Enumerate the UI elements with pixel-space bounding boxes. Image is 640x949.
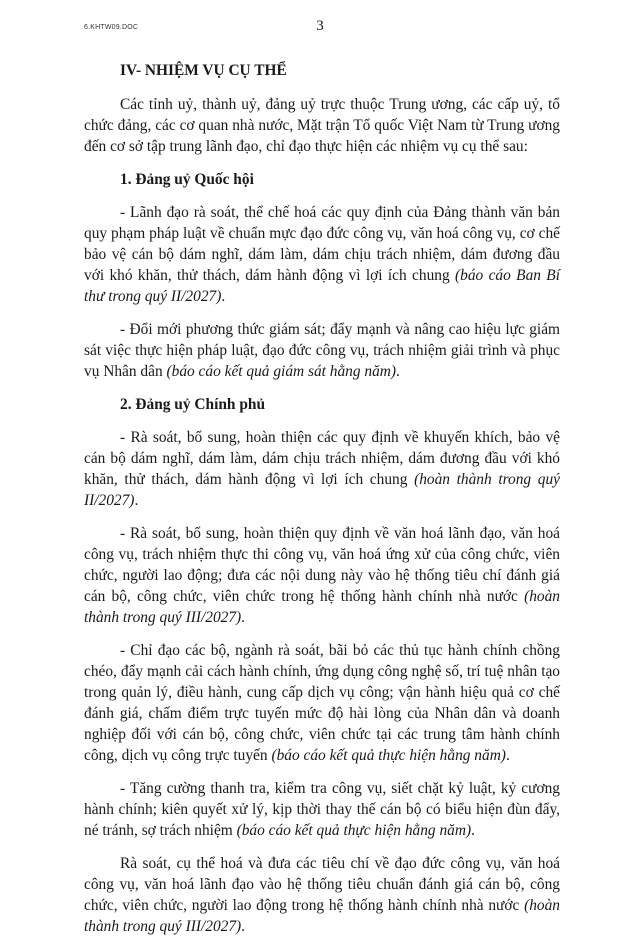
task-end: . [241,609,246,626]
deadline-note: (báo cáo kết quả thực hiện hằng năm) [236,822,472,839]
intro-paragraph: Các tỉnh uỷ, thành uỷ, đảng uỷ trực thuộc Trung ương, các cấp uỷ, tổ chức đảng, các cơ quan nhà nước, Mặt trận Tổ quốc Việt Nam từ Trung ương đến cơ sở tập trung lãnh đạo, chỉ đạo thực hiện các nhiệm vụ cụ thể sau: [84,96,560,155]
subsection-title-quoc-hoi: 1. Đảng uỷ Quốc hội [120,171,254,188]
deadline-note: (báo cáo kết quả giám sát hằng năm) [166,363,397,380]
task-end: . [134,492,139,509]
task-paragraph [84,640,560,766]
page-number: 3 [316,18,324,34]
deadline-note: (hoàn thành trong quý III/2027) [84,588,560,626]
task-paragraph [84,778,560,841]
task-end: . [471,822,475,839]
deadline-note: (hoàn thành trong quý II/2027) [84,471,560,509]
task-text: - Tăng cường thanh tra, kiểm tra công vụ, siết chặt kỷ luật, kỷ cương hành chính; kiên quyết xử lý, kịp thời thay thế cán bộ có biểu hiện đùn đẩy, né tránh, sợ trách nhiệm [84,780,560,839]
subsection-title-chinh-phu: 2. Đảng uỷ Chính phủ [120,396,266,413]
section-title: IV- NHIỆM VỤ CỤ THỂ [120,62,287,79]
task-paragraph [84,523,560,628]
deadline-note: (hoàn thành trong quý III/2027) [84,897,560,935]
task-text: - Chỉ đạo các bộ, ngành rà soát, bãi bỏ các thủ tục hành chính chồng chéo, đẩy mạnh cải cách hành chính, ứng dụng công nghệ số, trí tuệ nhân tạo trong quản lý, điều hành, cung cấp dịch vụ công; vận hành hiệu quả cơ chế đánh giá, chấm điểm trực tuyến mức độ hài lòng của Nhân dân và doanh nghiệp đối với cán bộ, công chức, viên chức tại các trung tâm hành chính công, dịch vụ công trực tuyến [84,642,560,764]
task-text: - Rà soát, bổ sung, hoàn thiện các quy định về khuyến khích, bảo vệ cán bộ dám nghĩ, dám làm, dám chịu trách nhiệm, dám đương đầu với khó khăn, thử thách, dám hành động vì lợi ích chung [84,429,560,488]
document-body [84,60,560,949]
task-paragraph [84,427,560,511]
task-text: - Đổi mới phương thức giám sát; đẩy mạnh và nâng cao hiệu lực giám sát việc thực hiện pháp luật, đạo đức công vụ, trách nhiệm giải trình và phục vụ Nhân dân [84,321,560,380]
deadline-note: (báo cáo kết quả thực hiện hằng năm) [271,747,506,764]
task-end: . [396,363,400,380]
task-text: Rà soát, cụ thể hoá và đưa các tiêu chí về đạo đức công vụ, văn hoá công vụ, văn hoá lãnh đạo vào hệ thống tiêu chuẩn đánh giá cán bộ, công chức, viên chức, người lao động trong hệ thống hành chính nhà nước [84,855,560,914]
task-end: . [221,288,226,305]
file-name: 6.KHTW09.DOC [84,24,139,31]
task-end: . [241,918,246,935]
task-paragraph [84,319,560,382]
task-end: . [505,747,510,764]
deadline-note: (báo cáo Ban Bí thư trong quý II/2027) [84,267,560,305]
task-text: - Rà soát, bổ sung, hoàn thiện quy định về văn hoá lãnh đạo, văn hoá công vụ, trách nhiệm thực thi công vụ, văn hoá ứng xử của công chức, viên chức, người lao động; đưa các nội dung này vào hệ thống tiêu chí đánh giá cán bộ, công chức, viên chức trong hệ thống hành chính nhà nước [84,525,560,605]
task-text: - Lãnh đạo rà soát, thể chế hoá các quy định của Đảng thành văn bản quy phạm pháp luật về chuẩn mực đạo đức công vụ, văn hoá công vụ, cơ chế bảo vệ cán bộ dám nghĩ, dám làm, dám chịu trách nhiệm, dám đương đầu với khó khăn, thử thách, dám hành động vì lợi ích chung [84,204,560,284]
task-paragraph [84,202,560,307]
task-paragraph [84,853,560,937]
